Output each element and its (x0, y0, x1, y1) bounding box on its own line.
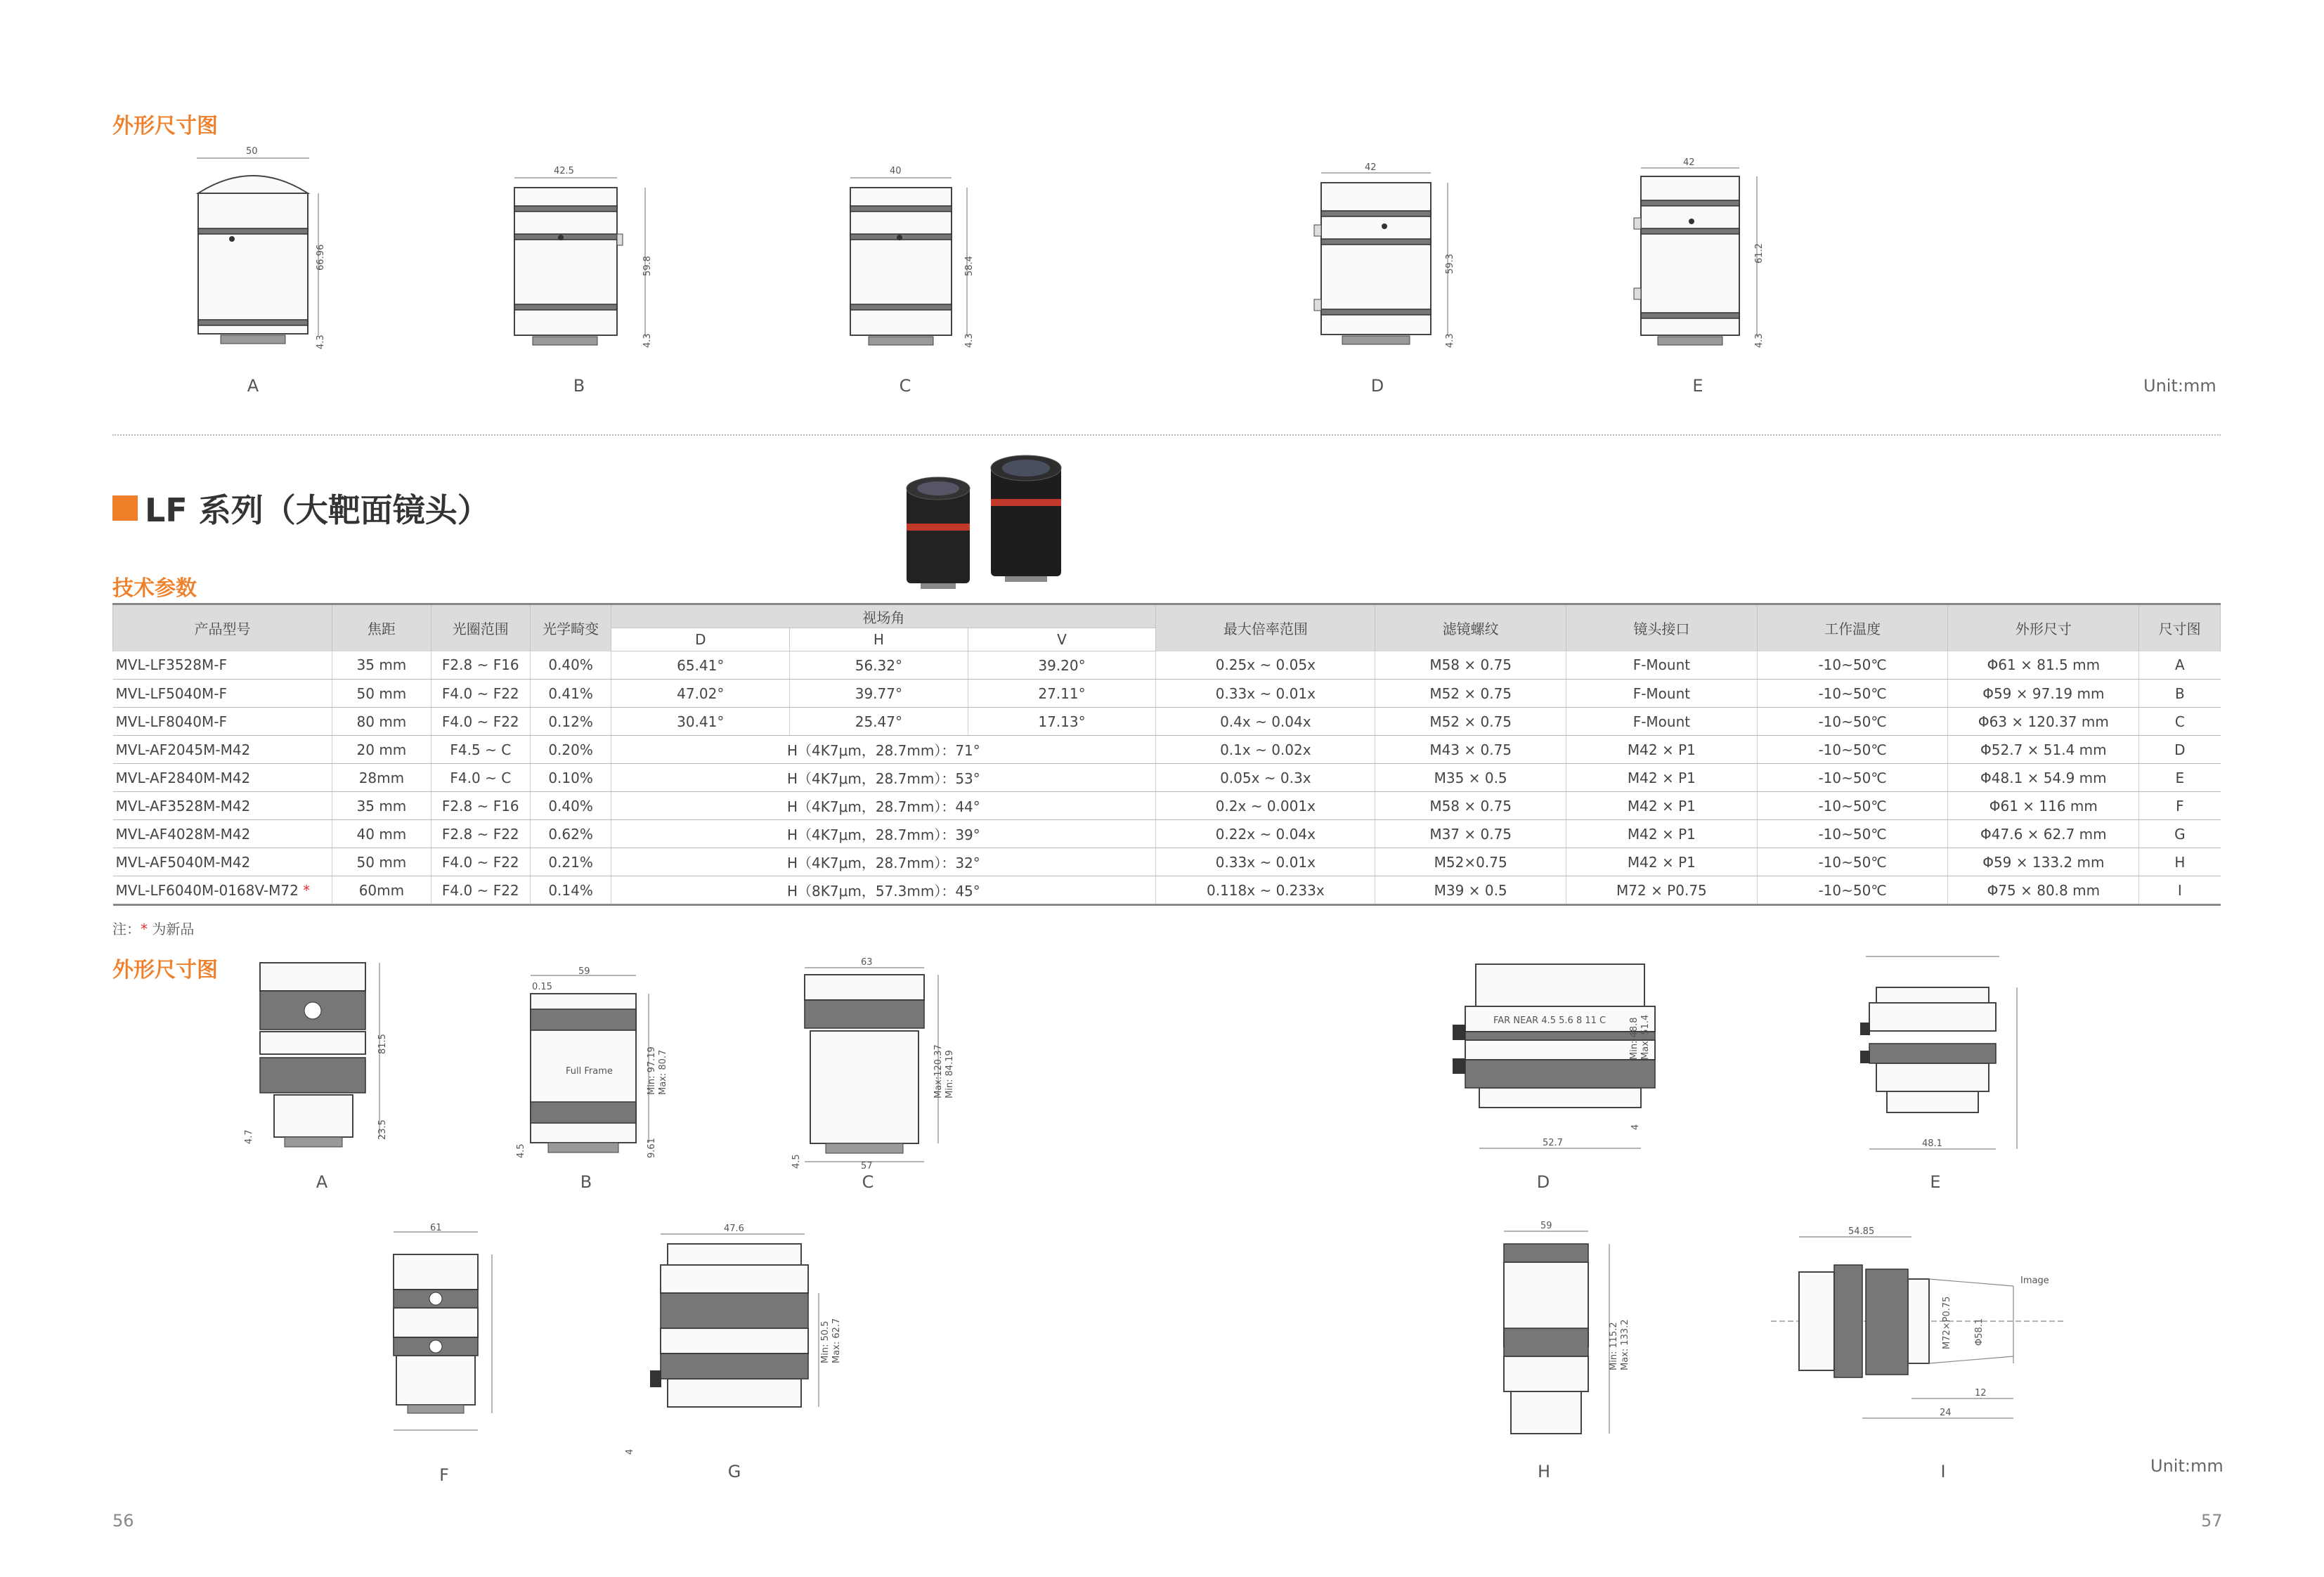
cell-mount: M72 × P0.75 (1566, 876, 1758, 905)
dim-top-e-mount: 4.3 (1754, 333, 1765, 348)
header-size: 外形尺寸 (1948, 604, 2139, 651)
drawing-bottom-d-marking: FAR NEAR 4.5 5.6 8 11 C (1493, 1015, 1606, 1026)
cell-model: MVL-LF5040M-F (113, 680, 332, 708)
cell-size: Φ61 × 81.5 mm (1948, 651, 2139, 680)
drawing-top-b (512, 164, 666, 348)
table-row (113, 736, 2221, 764)
table-row (113, 651, 2221, 680)
dim-bottom-b-5: 4.5 (516, 1143, 526, 1158)
dim-bottom-h-2: Max: 133.2 (1620, 1319, 1630, 1370)
header-distortion: 光学畸变 (530, 604, 611, 651)
header-focal: 焦距 (332, 604, 431, 651)
drawing-label-bottom-e: E (1930, 1172, 1941, 1192)
dim-bottom-b-4: 9.61 (647, 1138, 657, 1158)
cell-filter: M52 × 0.75 (1375, 708, 1566, 736)
dim-top-e-width: 42 (1683, 157, 1695, 168)
dim-top-b-mount: 4.3 (642, 333, 653, 348)
cell-fov-d: 47.02° (611, 680, 790, 708)
cell-temp: -10~50℃ (1757, 651, 1948, 680)
dim-bottom-d-3: 4 (1630, 1124, 1641, 1130)
note-star: * (141, 921, 148, 937)
cell-drawing: D (2139, 736, 2221, 764)
cell-mag: 0.22x ~ 0.04x (1156, 820, 1375, 848)
header-fov-v: V (968, 628, 1156, 651)
cell-mount: F-Mount (1566, 708, 1758, 736)
drawing-label-top-a: A (247, 376, 259, 396)
cell-temp: -10~50℃ (1757, 708, 1948, 736)
cell-distortion: 0.62% (530, 820, 611, 848)
cell-drawing: G (2139, 820, 2221, 848)
dim-bottom-c-3: 57 (861, 1161, 873, 1172)
section-title-specs: 技术参数 (112, 576, 197, 601)
unit-label-bottom: Unit:mm (2150, 1456, 2224, 1476)
cell-temp: -10~50℃ (1757, 820, 1948, 848)
cell-drawing: C (2139, 708, 2221, 736)
cell-focal: 20 mm (332, 736, 431, 764)
header-magnification: 最大倍率范围 (1156, 604, 1375, 651)
header-filter: 滤镜螺纹 (1375, 604, 1566, 651)
drawing-label-bottom-b: B (580, 1172, 592, 1192)
cell-fov-d: 30.41° (611, 708, 790, 736)
drawing-label-top-e: E (1692, 376, 1703, 396)
cell-mount: M42 × P1 (1566, 820, 1758, 848)
cell-temp: -10~50℃ (1757, 764, 1948, 792)
dim-bottom-c-1: Max:120.37 (933, 1044, 944, 1098)
dim-bottom-i-1: 12 (1975, 1388, 1987, 1398)
cell-size: Φ59 × 97.19 mm (1948, 680, 2139, 708)
dim-top-a-width: 50 (246, 146, 258, 157)
cell-filter: M52 × 0.75 (1375, 680, 1566, 708)
series-title (112, 485, 490, 531)
cell-distortion: 0.20% (530, 736, 611, 764)
drawing-top-c (848, 164, 1002, 348)
cell-distortion: 0.41% (530, 680, 611, 708)
cell-distortion: 0.12% (530, 708, 611, 736)
cell-temp: -10~50℃ (1757, 736, 1948, 764)
note-prefix: 注： (112, 921, 141, 937)
cell-model: MVL-LF8040M-F (113, 708, 332, 736)
dim-bottom-c-2: Min: 84.19 (944, 1050, 955, 1098)
table-row (113, 764, 2221, 792)
cell-aperture: F2.8 ~ F16 (431, 651, 530, 680)
cell-fov-v: 17.13° (968, 708, 1156, 736)
cell-mount: F-Mount (1566, 651, 1758, 680)
cell-filter: M58 × 0.75 (1375, 651, 1566, 680)
drawing-bottom-e (1845, 952, 2027, 1163)
cell-size: Φ75 × 80.8 mm (1948, 876, 2139, 905)
drawing-label-bottom-h: H (1537, 1462, 1551, 1481)
cell-model: MVL-AF3528M-M42 (113, 792, 332, 820)
dim-top-c-height: 58.4 (964, 256, 975, 276)
new-product-star: * (303, 881, 311, 899)
cell-fov-v: 39.20° (968, 651, 1156, 680)
cell-fov-h: 56.32° (790, 651, 968, 680)
dim-bottom-i-5: Image (2020, 1276, 2049, 1286)
header-aperture: 光圈范围 (431, 604, 530, 651)
dim-bottom-b-0: 59 (578, 966, 590, 977)
section-title-top-dimensions: 外形尺寸图 (112, 114, 218, 138)
cell-mag: 0.2x ~ 0.001x (1156, 792, 1375, 820)
cell-distortion: 0.14% (530, 876, 611, 905)
cell-focal: 60mm (332, 876, 431, 905)
cell-aperture: F2.8 ~ F16 (431, 792, 530, 820)
dim-bottom-f-0: 61 (430, 1223, 442, 1233)
dim-bottom-c-0: 63 (861, 957, 873, 968)
cell-size: Φ47.6 × 62.7 mm (1948, 820, 2139, 848)
dim-top-a-height: 66.96 (316, 244, 326, 271)
drawing-label-bottom-a: A (316, 1172, 328, 1192)
dim-bottom-a-2: 4.7 (244, 1129, 254, 1144)
drawing-label-top-d: D (1370, 376, 1384, 396)
cell-filter: M35 × 0.5 (1375, 764, 1566, 792)
page-number-left: 56 (112, 1511, 134, 1531)
cell-fov-d: 65.41° (611, 651, 790, 680)
dim-top-c-width: 40 (890, 166, 902, 176)
dim-bottom-e-0: 48.1 (1922, 1138, 1942, 1149)
dim-bottom-b-3: Max: 80.7 (658, 1049, 668, 1095)
dim-bottom-i-0: 54.85 (1848, 1226, 1875, 1237)
dim-bottom-a-1: 23.5 (377, 1120, 388, 1140)
cell-size: Φ52.7 × 51.4 mm (1948, 736, 2139, 764)
cell-drawing: F (2139, 792, 2221, 820)
cell-fov-merged: H（4K7μm，28.7mm）：44° (611, 792, 1156, 820)
cell-temp: -10~50℃ (1757, 680, 1948, 708)
cell-fov-merged: H（4K7μm，28.7mm）：39° (611, 820, 1156, 848)
cell-mag: 0.33x ~ 0.01x (1156, 680, 1375, 708)
dim-bottom-i-3: M72×P0.75 (1942, 1296, 1952, 1349)
cell-focal: 35 mm (332, 651, 431, 680)
cell-fov-h: 39.77° (790, 680, 968, 708)
cell-filter: M58 × 0.75 (1375, 792, 1566, 820)
cell-fov-h: 25.47° (790, 708, 968, 736)
cell-filter: M52×0.75 (1375, 848, 1566, 876)
cell-focal: 50 mm (332, 848, 431, 876)
cell-model: MVL-AF5040M-M42 (113, 848, 332, 876)
dim-top-b-width: 42.5 (554, 166, 574, 176)
table-row (113, 848, 2221, 876)
table-row (113, 792, 2221, 820)
drawing-label-bottom-g: G (727, 1462, 741, 1481)
header-fov: 视场角 (611, 604, 1156, 628)
cell-temp: -10~50℃ (1757, 792, 1948, 820)
table-row (113, 680, 2221, 708)
cell-aperture: F4.0 ~ F22 (431, 848, 530, 876)
drawing-top-e (1627, 158, 1781, 348)
cell-size: Φ61 × 116 mm (1948, 792, 2139, 820)
product-photo (900, 450, 1075, 590)
dim-bottom-g-0: 47.6 (724, 1224, 744, 1234)
cell-filter: M39 × 0.5 (1375, 876, 1566, 905)
header-mount: 镜头接口 (1566, 604, 1758, 651)
dim-bottom-a-0: 81.5 (377, 1034, 388, 1054)
drawing-bottom-b (517, 968, 671, 1165)
spec-table (112, 603, 2221, 906)
cell-drawing: B (2139, 680, 2221, 708)
header-temp: 工作温度 (1757, 604, 1948, 651)
cell-fov-v: 27.11° (968, 680, 1156, 708)
dim-bottom-b-2: Min: 97.19 (647, 1046, 657, 1095)
dim-bottom-i-4: Φ58.1 (1974, 1318, 1985, 1346)
series-title-square-icon (112, 495, 138, 521)
header-model: 产品型号 (113, 604, 332, 651)
cell-mount: M42 × P1 (1566, 764, 1758, 792)
dim-top-e-height: 61.2 (1754, 243, 1765, 264)
cell-aperture: F4.5 ~ C (431, 736, 530, 764)
dim-top-d-height: 59.3 (1445, 254, 1455, 274)
cell-filter: M43 × 0.75 (1375, 736, 1566, 764)
cell-fov-merged: H（4K7μm，28.7mm）：32° (611, 848, 1156, 876)
drawing-bottom-c (791, 957, 959, 1172)
cell-distortion: 0.21% (530, 848, 611, 876)
section-title-bottom-dimensions: 外形尺寸图 (112, 958, 218, 982)
drawing-bottom-b-marking: Full Frame (566, 1066, 613, 1077)
drawing-label-bottom-i: I (1940, 1462, 1946, 1481)
unit-label-top: Unit:mm (2143, 376, 2216, 396)
cell-mount: F-Mount (1566, 680, 1758, 708)
section-divider (112, 434, 2221, 436)
dim-bottom-d-1: Max: 51.4 (1640, 1014, 1651, 1060)
cell-distortion: 0.40% (530, 792, 611, 820)
cell-focal: 80 mm (332, 708, 431, 736)
page-number-right: 57 (2201, 1511, 2223, 1531)
cell-drawing: I (2139, 876, 2221, 905)
dim-bottom-g-3: 4 (625, 1448, 635, 1455)
dim-bottom-h-1: Min: 115.2 (1609, 1322, 1619, 1370)
dim-bottom-d-2: 52.7 (1543, 1138, 1563, 1148)
cell-filter: M37 × 0.75 (1375, 820, 1566, 848)
drawing-bottom-a (246, 956, 401, 1167)
cell-drawing: H (2139, 848, 2221, 876)
drawing-label-bottom-c: C (862, 1172, 874, 1192)
cell-model: MVL-AF4028M-M42 (113, 820, 332, 848)
cell-model-new (113, 876, 332, 905)
header-fov-d: D (611, 628, 790, 651)
cell-size: Φ63 × 120.37 mm (1948, 708, 2139, 736)
dim-top-d-mount: 4.3 (1445, 333, 1455, 348)
drawing-top-d (1307, 162, 1462, 348)
dim-bottom-g-2: Max: 62.7 (831, 1318, 842, 1363)
cell-aperture: F4.0 ~ F22 (431, 876, 530, 905)
cell-aperture: F4.0 ~ F22 (431, 680, 530, 708)
header-fov-h: H (790, 628, 968, 651)
drawing-top-a (190, 144, 344, 348)
table-row (113, 820, 2221, 848)
dim-top-d-width: 42 (1365, 162, 1377, 173)
cell-model: MVL-AF2045M-M42 (113, 736, 332, 764)
cell-distortion: 0.40% (530, 651, 611, 680)
header-drawing: 尺寸图 (2139, 604, 2221, 651)
cell-mount: M42 × P1 (1566, 736, 1758, 764)
cell-focal: 28mm (332, 764, 431, 792)
drawing-bottom-d (1437, 961, 1651, 1158)
cell-model: MVL-AF2840M-M42 (113, 764, 332, 792)
cell-size: Φ48.1 × 54.9 mm (1948, 764, 2139, 792)
cell-mag: 0.118x ~ 0.233x (1156, 876, 1375, 905)
cell-size: Φ59 × 133.2 mm (1948, 848, 2139, 876)
dim-bottom-b-1: 0.15 (532, 982, 552, 992)
cell-mag: 0.33x ~ 0.01x (1156, 848, 1375, 876)
table-row (113, 876, 2221, 905)
drawing-bottom-f (387, 1223, 513, 1444)
dim-bottom-d-0: Min: 48.8 (1629, 1017, 1640, 1060)
cell-fov-merged: H（8K7μm，57.3mm）：45° (611, 876, 1156, 905)
drawing-bottom-g (618, 1223, 871, 1462)
drawing-label-top-b: B (573, 376, 585, 396)
cell-mag: 0.25x ~ 0.05x (1156, 651, 1375, 680)
cell-fov-merged: H（4K7μm，28.7mm）：53° (611, 764, 1156, 792)
drawing-bottom-i (1771, 1223, 2094, 1434)
dim-bottom-i-2: 24 (1940, 1408, 1952, 1418)
cell-focal: 50 mm (332, 680, 431, 708)
series-title-text: LF 系列（大靶面镜头） (145, 491, 490, 529)
dim-bottom-h-0: 59 (1540, 1221, 1552, 1231)
drawing-label-bottom-d: D (1536, 1172, 1550, 1192)
table-note (112, 918, 194, 938)
cell-model: MVL-LF3528M-F (113, 651, 332, 680)
cell-aperture: F2.8 ~ F22 (431, 820, 530, 848)
cell-model-text: MVL-LF6040M-0168V-M72 (115, 881, 299, 899)
cell-mag: 0.1x ~ 0.02x (1156, 736, 1375, 764)
cell-temp: -10~50℃ (1757, 876, 1948, 905)
dim-top-b-height: 59.8 (642, 256, 653, 276)
cell-focal: 35 mm (332, 792, 431, 820)
drawing-label-top-c: C (899, 376, 911, 396)
cell-focal: 40 mm (332, 820, 431, 848)
cell-drawing: E (2139, 764, 2221, 792)
dim-bottom-g-1: Min: 50.5 (820, 1320, 831, 1363)
cell-mag: 0.05x ~ 0.3x (1156, 764, 1375, 792)
cell-aperture: F4.0 ~ C (431, 764, 530, 792)
cell-distortion: 0.10% (530, 764, 611, 792)
cell-fov-merged: H（4K7μm，28.7mm）：71° (611, 736, 1156, 764)
dim-bottom-c-4: 4.5 (791, 1154, 802, 1169)
cell-mount: M42 × P1 (1566, 792, 1758, 820)
cell-drawing: A (2139, 651, 2221, 680)
cell-aperture: F4.0 ~ F22 (431, 708, 530, 736)
table-row (113, 708, 2221, 736)
drawing-bottom-h (1490, 1223, 1644, 1448)
note-text: 为新品 (152, 921, 195, 937)
drawing-label-bottom-f: F (439, 1465, 449, 1485)
dim-top-c-mount: 4.3 (964, 333, 975, 348)
cell-mag: 0.4x ~ 0.04x (1156, 708, 1375, 736)
cell-temp: -10~50℃ (1757, 848, 1948, 876)
cell-mount: M42 × P1 (1566, 848, 1758, 876)
dim-top-a-mount: 4.3 (316, 335, 326, 349)
